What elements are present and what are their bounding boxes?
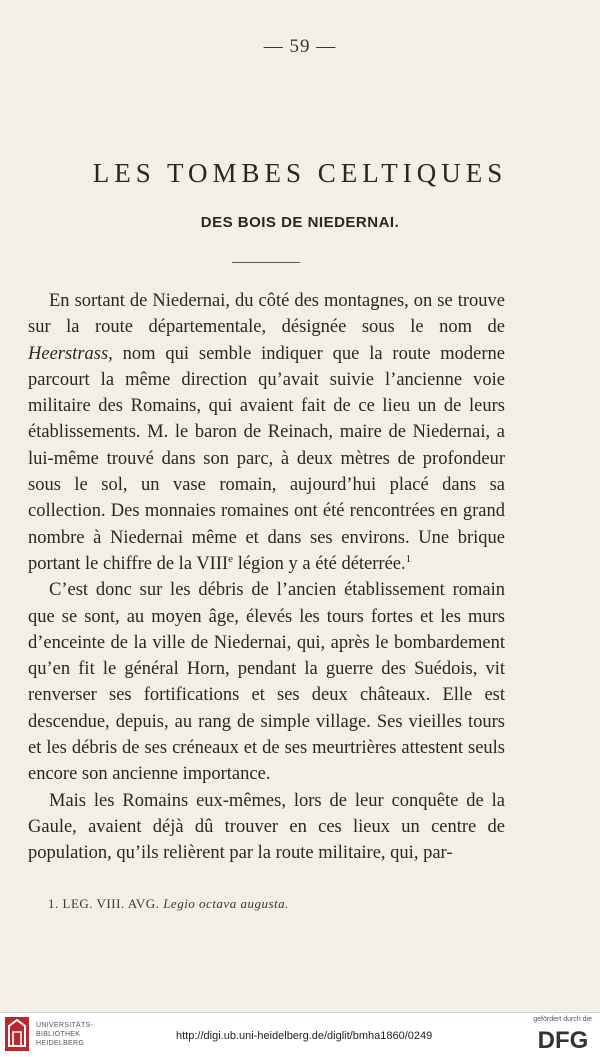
body-text [28, 288, 505, 867]
dfg-logo-text: DFG [537, 1027, 589, 1052]
footnote [48, 896, 508, 912]
footnote-italic-text: Legio octava augusta. [163, 896, 289, 911]
footnote-reference[interactable]: 1 [405, 552, 412, 565]
library-name [36, 1021, 93, 1048]
paragraph-1 [28, 288, 505, 577]
paragraph-3: Mais les Romains eux-mêmes, lors de leur conquête de la Gaule, avaient déjà dû trouver en ces lieux un centre de population, qu’ils relièrent par la route militaire, qui, par- [28, 790, 505, 864]
footnote-number: 1. [48, 896, 59, 911]
chapter-title: LES TOMBES CELTIQUES [92, 158, 508, 188]
ordinal-superscript: e [228, 552, 234, 565]
chapter-subtitle: DES BOIS DE NIEDERNAI. [200, 214, 400, 231]
heerstrass-italic: Heerstrass, [28, 343, 113, 364]
paragraph-1-text-end: légion y a été déterrée. [233, 553, 406, 574]
dfg-logo-icon [532, 1026, 594, 1052]
paragraph-1-text: En sortant de Niedernai, du côté des montagnes, on se trouve sur la route départementale, désignée sous le nom de [28, 291, 505, 338]
library-name-line: BIBLIOTHEK [36, 1031, 81, 1038]
source-url-link[interactable]: http://digi.ub.uni-heidelberg.de/diglit/bmha1860/0249 [176, 1030, 433, 1042]
paragraph-1-text-continued: nom qui semble indiquer que la route moderne parcourt la même direction qu’avait suivie l’ancienne voie militaire des Romains, qui avaient fait de ce lieu un de leurs établissements. M. le baron de Reinach, maire de Niedernai, a lui-même trouvé dans son parc, à deux mètres de profondeur sous le sol, un vase romain, aujourd’hui placé dans sa collection. Des monnaies romaines ont été rencontrées en grand nombre à Niedernai même et dans ses environs. Une brique portant le chiffre de la VIII [28, 343, 505, 574]
footnote-text: LEG. VIII. AVG. [62, 896, 160, 911]
library-name-line: HEIDELBERG [36, 1040, 85, 1047]
footer-bar [0, 1012, 600, 1057]
page-number: — 59 — [263, 36, 337, 57]
funding-note: gefördert durch die [533, 1016, 592, 1023]
paragraph-2: C’est donc sur les débris de l’ancien établissement romain que se sont, au moyen âge, élevés les tours fortes et les murs d’enceinte de la ville de Niedernai, qui, après le bombardement qu’en fit le général Horn, pendant la guerre des Suédois, vit renverser ses fortifications et ses deux châteaux. Elle est descendue, depuis, au rang de simple village. Ses vieilles tours et les débris de ses créneaux et de ses meurtrières attestent seuls encore son ancienne importance. [28, 580, 505, 785]
library-name-line: UNIVERSITÄTS- [36, 1022, 94, 1029]
title-divider [232, 262, 300, 263]
university-library-logo-icon [4, 1016, 30, 1052]
